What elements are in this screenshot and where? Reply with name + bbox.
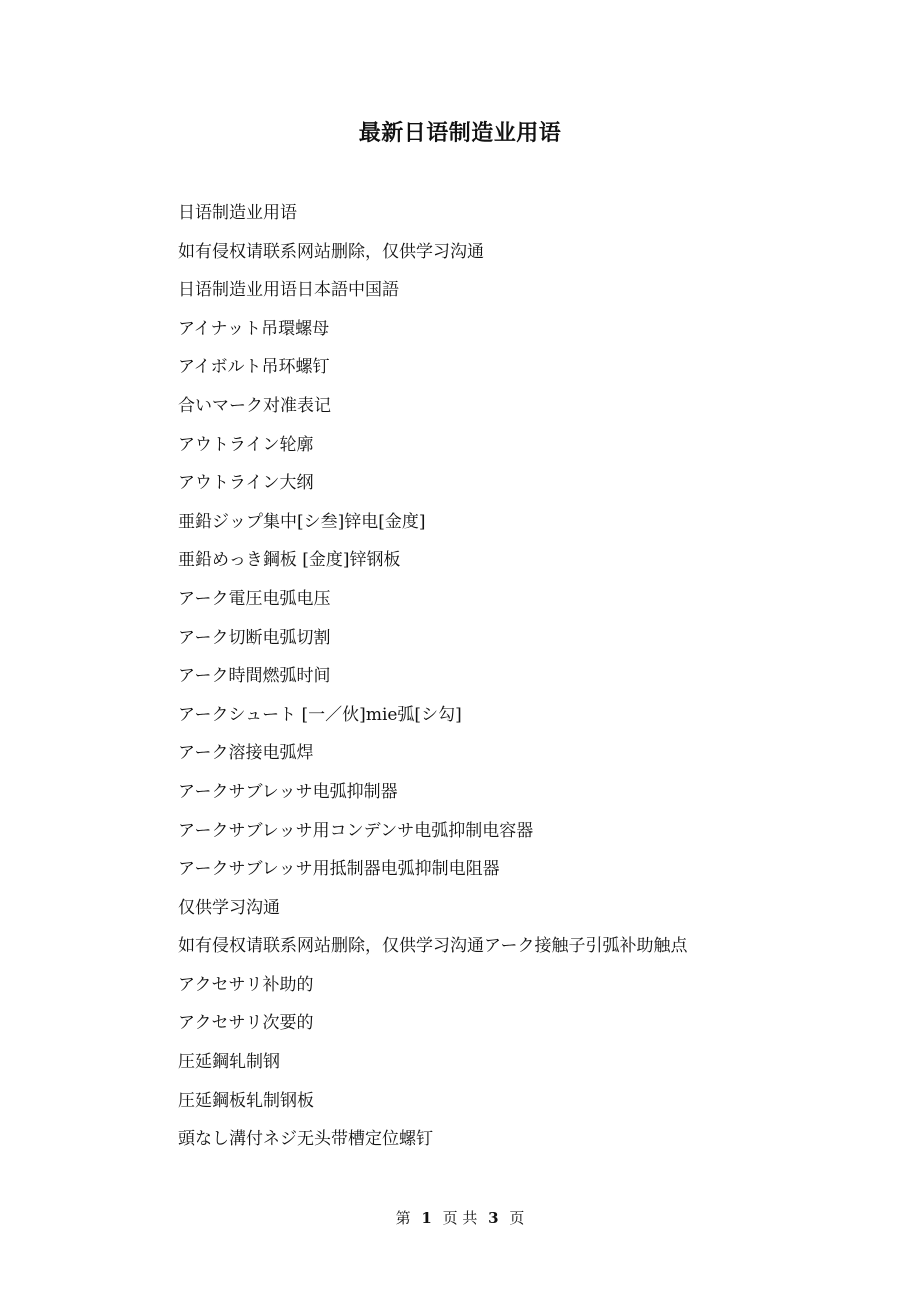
footer-middle: 页 共 [442, 1209, 478, 1227]
text-line: アークシュート [一／伙]mie弧[シ勾] [178, 704, 462, 725]
text-line: 圧延鋼板轧制钢板 [178, 1090, 314, 1111]
text-line: アウトライン大纲 [178, 473, 314, 494]
text-line: アーク時間燃弧时间 [178, 666, 331, 687]
text-line: アーク切断电弧切割 [178, 627, 331, 648]
document-body [178, 199, 878, 1164]
text-line: 圧延鋼轧制钢 [178, 1052, 280, 1073]
text-line: アークサブレッサ用コンデンサ电弧抑制电容器 [178, 820, 534, 841]
text-line: 日语制造业用语 [178, 203, 297, 223]
text-line: アイボルト吊环螺钉 [178, 357, 330, 378]
text-line: 如有侵权请联系网站删除，仅供学习沟通アーク接触子引弧补助触点 [178, 936, 688, 957]
text-line: アクセサリ补助的 [178, 974, 314, 995]
text-line: 頭なし溝付ネジ无头带槽定位螺钉 [178, 1129, 433, 1150]
text-line: 合いマーク对准表记 [178, 395, 331, 416]
footer-prefix: 第 [395, 1209, 411, 1227]
text-line: アイナット吊環螺母 [178, 318, 330, 339]
footer-suffix: 页 [509, 1209, 525, 1227]
text-line: 如有侵权请联系网站删除，仅供学习沟通 [178, 241, 484, 262]
text-line: アウトライン轮廓 [178, 434, 314, 455]
text-line: アークサブレッサ用抵制器电弧抑制电阻器 [178, 859, 500, 880]
text-line: アーク電圧电弧电压 [178, 588, 331, 609]
footer-page-number: 1 [421, 1209, 432, 1227]
text-line: 日语制造业用语日本語中国語 [178, 280, 399, 301]
text-line: 仅供学习沟通 [178, 897, 280, 918]
footer-total-pages: 3 [488, 1209, 499, 1227]
page-title: 最新日语制造业用语 [358, 120, 562, 146]
text-line: 亜鉛ジップ集中[シ叁]锌电[金度] [178, 511, 426, 532]
text-line: アークサブレッサ电弧抑制器 [178, 781, 398, 802]
text-line: アーク溶接电弧焊 [178, 743, 314, 764]
text-line: 亜鉛めっき鋼板 [金度]锌钢板 [178, 550, 401, 571]
text-line: アクセサリ次要的 [178, 1013, 314, 1034]
page-footer [0, 1208, 920, 1228]
